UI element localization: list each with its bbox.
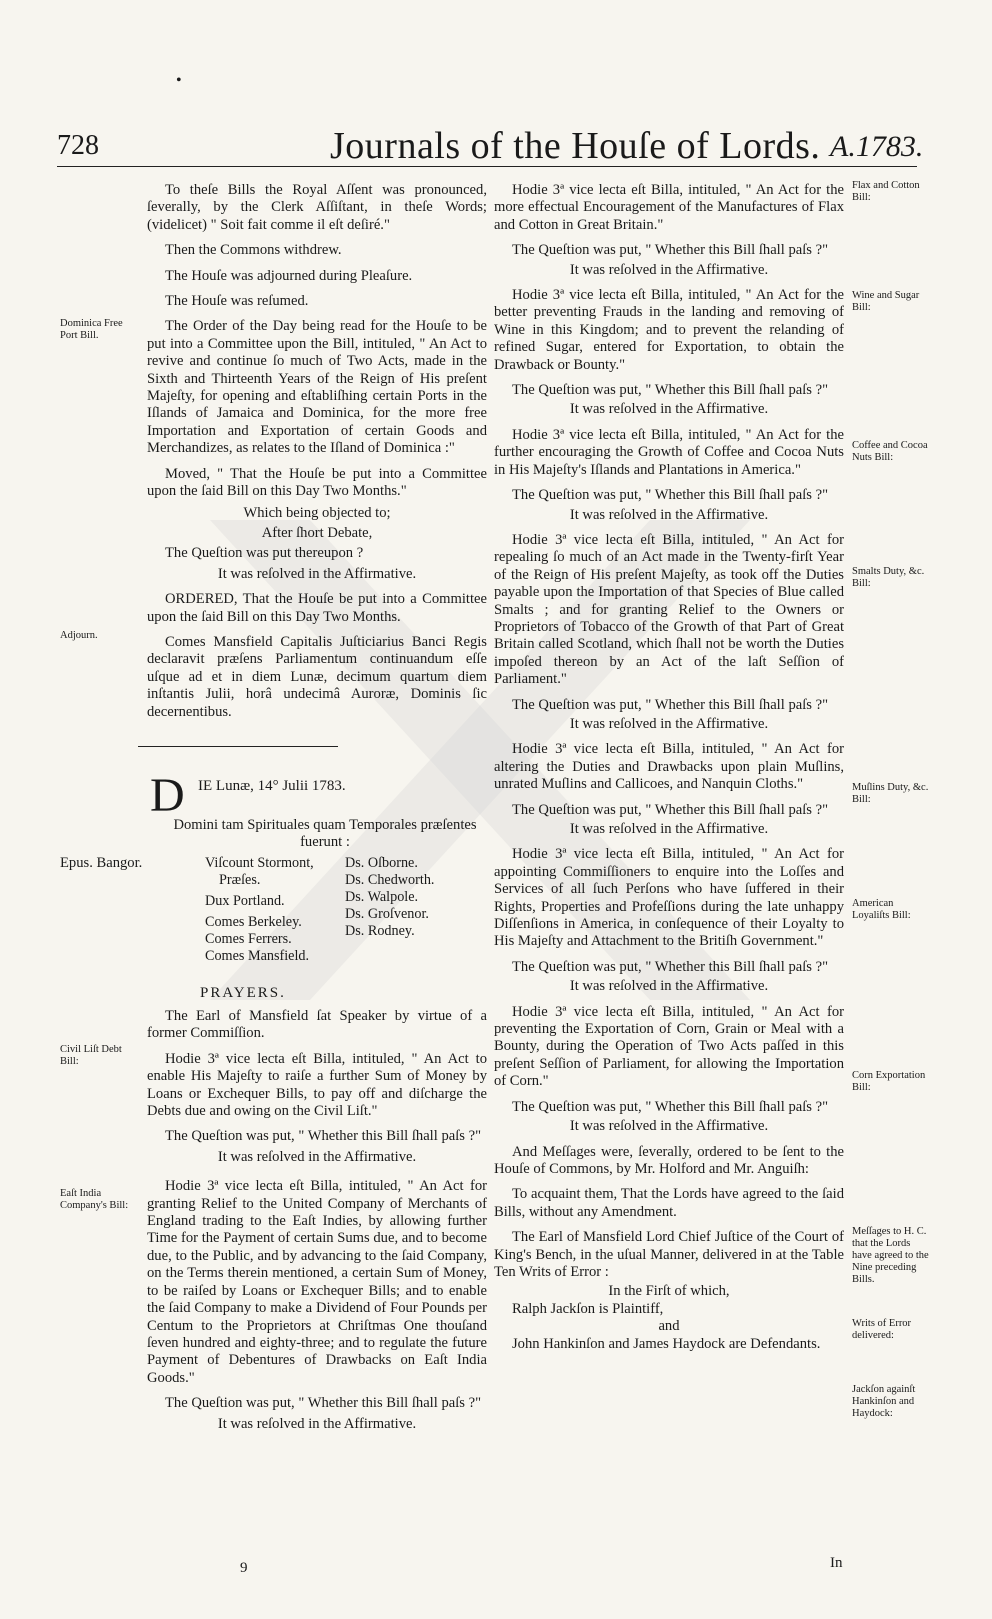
margin-note-left: Dominica Free Port Bill. — [60, 318, 123, 341]
paragraph: Moved, " That the Houſe be put into a Committee upon the ſaid Bill on this Day Two Months." — [147, 465, 487, 500]
left-column-top — [147, 182, 487, 729]
right-column — [494, 182, 844, 1361]
page-year: A.1783. — [830, 130, 924, 163]
page-number: 728 — [57, 130, 99, 161]
lord-name: Ds. Groſvenor. — [345, 906, 429, 922]
lords-list-2 — [345, 855, 434, 940]
lord-name: Præſes. — [219, 872, 261, 888]
paragraph: The Queſtion was put, " Whether this Bill ſhall paſs ?" — [512, 487, 829, 504]
paragraph: Comes Mansfield Capitalis Juſticiarius Banci Regis declaravit præſens Parliamentum continuandum eſſe uſque ad et in diem Lunæ, decimum quartum diem inſtantis Julii, horâ undecimâ Auroræ, Dominis ſic decernentibus. — [147, 633, 487, 720]
margin-note-left: Adjourn. — [60, 630, 98, 641]
paragraph: and — [658, 1318, 680, 1335]
header-rule — [57, 166, 917, 167]
margin-note-right: Jackſon againſt Hankinſon and Haydock: — [852, 1384, 916, 1419]
paragraph: It was reſolved in the Affirmative. — [569, 821, 769, 837]
paragraph: ORDERED, That the Houſe be put into a Committee upon the ſaid Bill on this Day Two Months. — [147, 591, 487, 625]
paragraph: The Queſtion was put, " Whether this Bill ſhall paſs ?" — [512, 1098, 829, 1115]
paragraph: The Order of the Day being read for the Houſe to be put into a Committee upon the Bill, intituled, " An Act to revive and continue ſo much of Two Acts, made in the Sixth and Thirteenth Years of the Reign of His preſent Majeſty, for opening and eſtabliſhing certain Ports in the Iſlands of Jamaica and Dominica, for the more free Importation and Exportation of certain Goods and Merchandizes, as relates to the Iſland of Dominica :" — [147, 318, 487, 457]
paragraph: The Queſtion was put, " Whether this Bill ſhall paſs ?" — [512, 382, 829, 399]
lord-name: Dux Portland. — [205, 893, 285, 909]
paragraph: The Queſtion was put, " Whether this Bill ſhall paſs ?" — [512, 958, 829, 975]
paragraph: Hodie 3ª vice lecta eſt Billa, intituled, " An Act for the further encouraging the Growth of Coffee and Cocoa Nuts in His Majeſty's Iſlands and Plantations in America." — [494, 426, 844, 478]
lords-present-heading: Domini tam Spirituales quam Temporales præſentes fuerunt : — [173, 817, 477, 850]
section-rule — [138, 746, 338, 747]
paragraph: Hodie 3ª vice lecta eſt Billa, intituled, " An Act for the more effectual Encouragement of the Manufactures of Flax and Cotton in Great Britain." — [494, 182, 844, 233]
margin-note-right: Writs of Error delivered: — [852, 1318, 912, 1341]
paragraph: The Earl of Mansfield ſat Speaker by virtue of a former Commiſſion. — [147, 1008, 487, 1042]
paragraph: The Queſtion was put thereupon ? — [165, 545, 364, 562]
lord-name: Ds. Rodney. — [345, 923, 415, 939]
lord-name: Ds. Oſborne. — [345, 855, 418, 871]
lord-name: Ds. Chedworth. — [345, 872, 435, 888]
margin-note-right: Smalts Duty, &c. Bill: — [852, 566, 925, 589]
lord-name: Comes Mansfield. — [205, 948, 310, 964]
paragraph: The Queſtion was put, " Whether this Bill ſhall paſs ?" — [165, 1128, 482, 1145]
paragraph: The Queſtion was put, " Whether this Bill ſhall paſs ?" — [165, 1395, 482, 1412]
bishop-present: Epus. Bangor. — [60, 855, 143, 871]
paragraph: In the Firſt of which, — [608, 1283, 730, 1300]
lord-name: Comes Berkeley. — [205, 914, 302, 930]
lord-name: Viſcount Stormont, — [205, 855, 314, 871]
session-date: IE Lunæ, 14° Julii 1783. — [198, 778, 346, 794]
paragraph: It was reſolved in the Affirmative. — [569, 978, 769, 995]
paragraph: Hodie 3ª vice lecta eſt Billa, intituled, " An Act for the better preventing Frauds in the landing and removing of Wine in this Kingdom; and to prevent the relanding of refined Sugar, entered for Exportation, to obtain the Drawback or Bounty." — [494, 287, 844, 373]
paragraph: Hodie 3ª vice lecta eſt Billa, intituled, " An Act for altering the Duties and Drawbacks upon plain Muſlins, unrated Muſlins and Callicoes, and Nanquin Cloths." — [494, 741, 844, 793]
paragraph: Then the Commons withdrew. — [165, 242, 342, 259]
margin-note-right: Corn Exportation Bill: — [852, 1070, 926, 1093]
paragraph: The Queſtion was put, " Whether this Bill ſhall paſs ?" — [512, 801, 829, 818]
lord-name: Comes Ferrers. — [205, 931, 292, 947]
paragraph: It was reſolved in the Affirmative. — [569, 506, 769, 523]
paragraph: It was reſolved in the Affirmative. — [217, 1415, 417, 1432]
margin-note-right: Coffee and Cocoa Nuts Bill: — [852, 440, 928, 463]
margin-note-right: Meſſages to H. C. that the Lords have agreed to the Nine preceding Bills. — [852, 1226, 929, 1285]
paragraph: It was reſolved in the Affirmative. — [217, 565, 417, 582]
lord-name: Ds. Walpole. — [345, 889, 419, 905]
left-column-bottom — [147, 1008, 487, 1441]
drop-cap: D — [150, 769, 185, 822]
paragraph: The Houſe was adjourned during Pleaſure. — [165, 267, 413, 284]
prayers-heading: PRAYERS. — [200, 985, 286, 1001]
paragraph: John Hankinſon and James Haydock are Defendants. — [512, 1335, 821, 1352]
ink-dot: • — [176, 72, 182, 89]
paragraph: Ralph Jackſon is Plaintiff, — [512, 1300, 664, 1317]
margin-note-right: Muſlins Duty, &c. Bill: — [852, 782, 929, 805]
margin-note-right: American Loyaliſts Bill: — [852, 898, 911, 921]
paragraph: The Houſe was reſumed. — [165, 293, 309, 310]
margin-note-right: Wine and Sugar Bill: — [852, 290, 920, 313]
paragraph: It was reſolved in the Affirmative. — [569, 715, 769, 732]
paragraph: Hodie 3ª vice lecta eſt Billa, intituled, " An Act for appointing Commiſſioners to enquire into the Loſſes and Services of all ſuch Perſons who have ſuffered in their Rights, Properties and Profeſſions during the late unhappy Diſſenſions in America, in conſequence of their Loyalty to His Majeſty and Attachment to the Britiſh Government." — [494, 846, 844, 950]
paragraph: It was reſolved in the Affirmative. — [569, 261, 769, 278]
paragraph: The Earl of Mansfield Lord Chief Juſtice of the Court of King's Bench, in the uſual Manner, delivered in at the Table Ten Writs of Error : — [494, 1229, 844, 1280]
margin-note-left: Eaſt India Company's Bill: — [60, 1188, 129, 1211]
paragraph: Hodie 3ª vice lecta eſt Billa, intituled, " An Act for repealing ſo much of an Act made in the Twenty-firſt Year of the Reign of His preſent Majeſty, as took off the Duties payable upon the Importation of that Species of Blue called Smalts ; and for granting Relief to the Owners or Proprietors of Tobacco of the Growth of that Part of Great Britain called Scotland, which ſhall not be worth the Duties impoſed thereon by an Act of the laſt Seſſion of Parliament." — [494, 531, 844, 688]
margin-note-right: Flax and Cotton Bill: — [852, 180, 920, 203]
paragraph: To acquaint them, That the Lords have agreed to the ſaid Bills, without any Amendment. — [494, 1186, 844, 1220]
paragraph: It was reſolved in the Affirmative. — [569, 1118, 769, 1135]
margin-note-left: Civil Liſt Debt Bill: — [60, 1044, 122, 1067]
paragraph: Which being objected to; — [243, 504, 391, 521]
paragraph: To theſe Bills the Royal Aſſent was pronounced, ſeverally, by the Clerk Aſſiſtant, in theſe Words; (videlicet) " Soit fait comme il eſt deſiré." — [147, 182, 487, 233]
paragraph: Hodie 3ª vice lecta eſt Billa, intituled, " An Act for preventing the Exportation of Corn, Grain or Meal with a Bounty, during the Operation of Two Acts paſſed in this preſent Seſſion of Parliament, for allowing the Importation of Corn." — [494, 1003, 844, 1090]
paragraph: Hodie 3ª vice lecta eſt Billa, intituled, " An Act for granting Relief to the United Company of Merchants of England trading to the Eaſt Indies, by allowing further Time for the Payment of certain Sums due, and to become due, to the Public, and by advancing to the ſaid Company, on the Terms therein mentioned, a certain Sum of Money, to be raiſed by Loans or Exchequer Bills; and to enable the ſaid Company to make a Dividend of Four Pounds per Centum to the Proprietors at Chriſtmas One thouſand ſeven hundred and eighty-three; and to regulate the future Payment of Debentures of Drawbacks on Eaſt India Goods." — [147, 1178, 487, 1386]
paragraph: After ſhort Debate, — [261, 524, 373, 541]
paragraph: The Queſtion was put, " Whether this Bill ſhall paſs ?" — [512, 242, 829, 259]
paragraph: The Queſtion was put, " Whether this Bill ſhall paſs ?" — [512, 696, 829, 713]
paragraph: It was reſolved in the Affirmative. — [217, 1148, 417, 1165]
catchword: In — [830, 1555, 843, 1571]
paragraph: Hodie 3ª vice lecta eſt Billa, intituled, " An Act to enable His Majeſty to raiſe a further Sum of Money by Loans or Exchequer Bills, to pay off and diſcharge the Debts due and owing on the Civil Liſt." — [147, 1050, 487, 1120]
paragraph: And Meſſages were, ſeverally, ordered to be ſent to the Houſe of Commons, by Mr. Holford and Mr. Anguiſh: — [494, 1143, 844, 1177]
paragraph: It was reſolved in the Affirmative. — [569, 401, 769, 418]
page-title: Journals of the Houſe of Lords. — [330, 125, 821, 167]
signature-mark: 9 — [240, 1560, 248, 1576]
lords-list-1 — [205, 855, 314, 965]
